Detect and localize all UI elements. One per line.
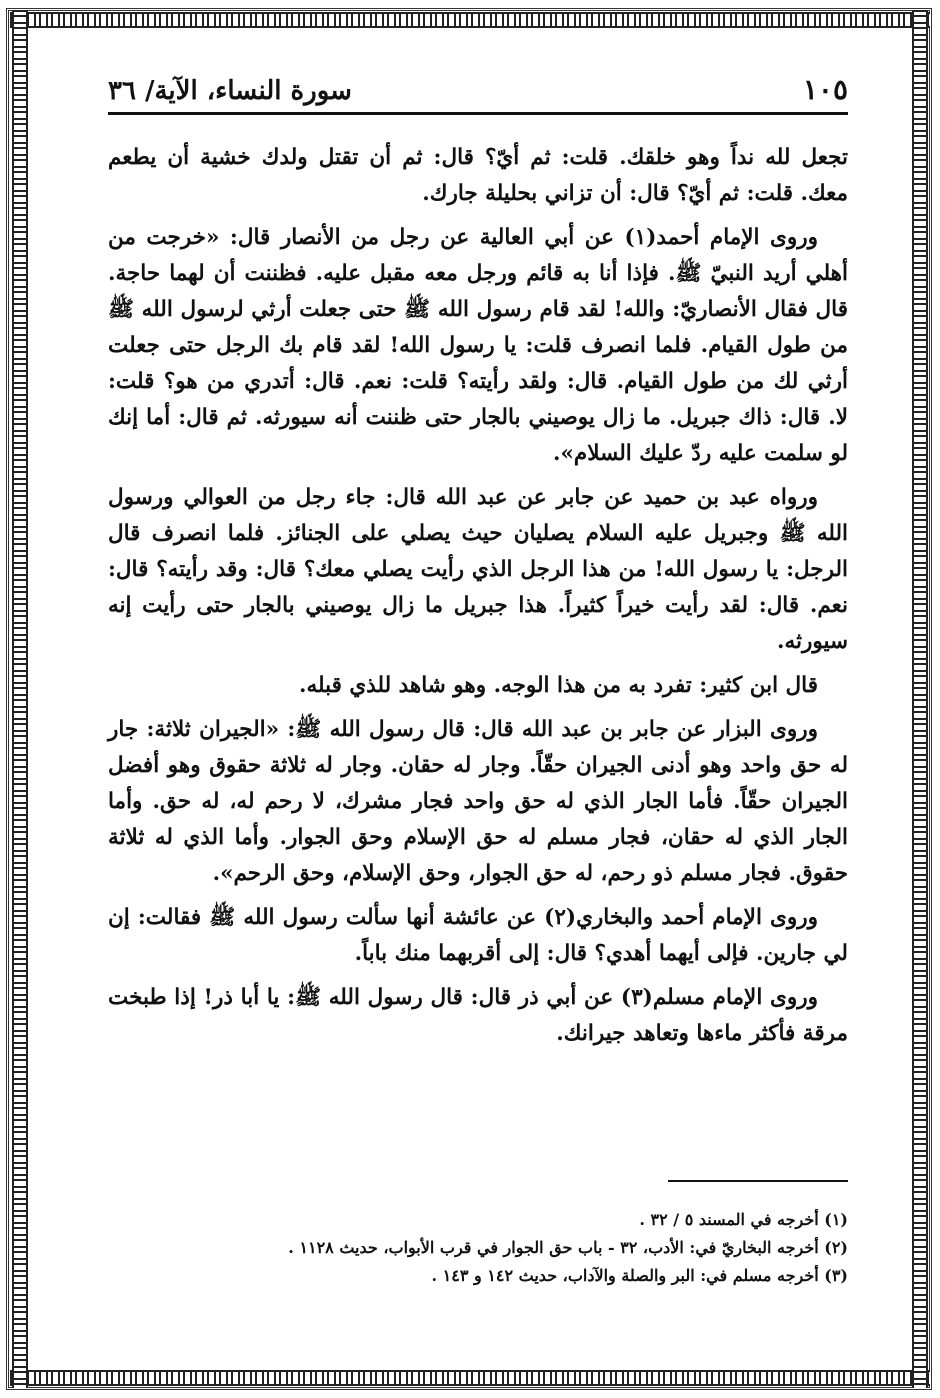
paragraph: تجعل لله نداً وهو خلقك. قلت: ثم أيّ؟ قال: ثم أن تقتل ولدك خشية أن يطعم معك. قلت: ثم أيّ؟ قال: أن تزاني بحليلة جارك. — [108, 145, 848, 206]
page-number: ١٠٥ — [802, 73, 848, 106]
footnote: (١) أخرجه في المسند ٥ / ٣٢ . — [639, 1210, 848, 1229]
decorative-border-left — [12, 10, 28, 1388]
paragraph: وروى الإمام أحمد(١) عن أبي العالية عن رجل من الأنصار قال: «خرجت من أهلي أريد النبيّ ﷺ. فإذا أنا به قائم ورجل معه مقبل عليه. فظننت أن لهما حاجة. قال فقال الأنصاريّ: والله! لقد قام رسول الله ﷺ حتى جعلت أرثي لرسول الله ﷺ من طول القيام. فلما انصرف قلت: يا رسول الله! لقد قام بك الرجل حتى جعلت أرثي لك من طول القيام. قال: ولقد رأيته؟ قلت: نعم. قال: أتدري من هو؟ قلت: لا. قال: ذاك جبريل. ما زال يوصيني بالجار حتى ظننت أنه سيورثه. ثم قال: أما إنك لو سلمت عليه ردّ عليك السلام». — [108, 225, 848, 466]
running-head: سورة النساء، الآية/ ٣٦ — [108, 76, 352, 106]
paragraph: وروى البزار عن جابر بن عبد الله قال: قال رسول الله ﷺ: «الجيران ثلاثة: جار له حق واحد وهو أدنى الجيران حقّاً. وجار له حقان. وجار له ثلاثة حقوق وهو أفضل الجيران حقّاً. فأما الجار الذي له حق واحد فجار مشرك، لا رحم له، له حق. وأما الجار الذي له حقان، فجار مسلم له حق الإسلام وحق الجوار. وأما الذي له ثلاثة حقوق. فجار مسلم ذو رحم، له حق الجوار، وحق الإسلام، وحق الرحم». — [108, 717, 848, 886]
paragraph: ورواه عبد بن حميد عن جابر عن عبد الله قال: جاء رجل من العوالي ورسول الله ﷺ وجبريل عليه السلام يصليان حيث يصلي على الجنائز. فلما انصرف قال الرجل: يا رسول الله! من هذا الرجل الذي رأيت يصلي معك؟ قال: وقد رأيته؟ قال: نعم. قال: لقد رأيت خيراً كثيراً. هذا جبريل ما زال يوصيني بالجار حتى رأيت إنه سيورثه. — [108, 485, 848, 654]
page-header — [108, 62, 848, 106]
header-rule — [108, 112, 848, 115]
footnote: (٣) أخرجه مسلم في: البر والصلة والآداب، حديث ١٤٢ و ١٤٣ . — [431, 1266, 848, 1285]
footnote: (٢) أخرجه البخاريّ في: الأدب، ٣٢ - باب حق الجوار في قرب الأبواب، حديث ١١٢٨ . — [288, 1238, 848, 1257]
paragraph: وروى الإمام أحمد والبخاري(٢) عن عائشة أنها سألت رسول الله ﷺ فقالت: إن لي جارين. فإلى أيهما أهدي؟ قال: إلى أقربهما منك باباً. — [108, 905, 848, 966]
footnotes — [108, 1206, 848, 1290]
decorative-border-bottom — [10, 1370, 930, 1386]
main-text — [108, 140, 848, 1060]
decorative-border-top — [10, 12, 930, 28]
decorative-border-right — [912, 10, 928, 1388]
footnote-separator — [668, 1180, 848, 1182]
paragraph: قال ابن كثير: تفرد به من هذا الوجه. وهو شاهد للذي قبله. — [298, 673, 818, 698]
paragraph: وروى الإمام مسلم(٣) عن أبي ذر قال: قال رسول الله ﷺ: يا أبا ذر! إذا طبخت مرقة فأكثر ماءها وتعاهد جيرانك. — [108, 985, 848, 1046]
